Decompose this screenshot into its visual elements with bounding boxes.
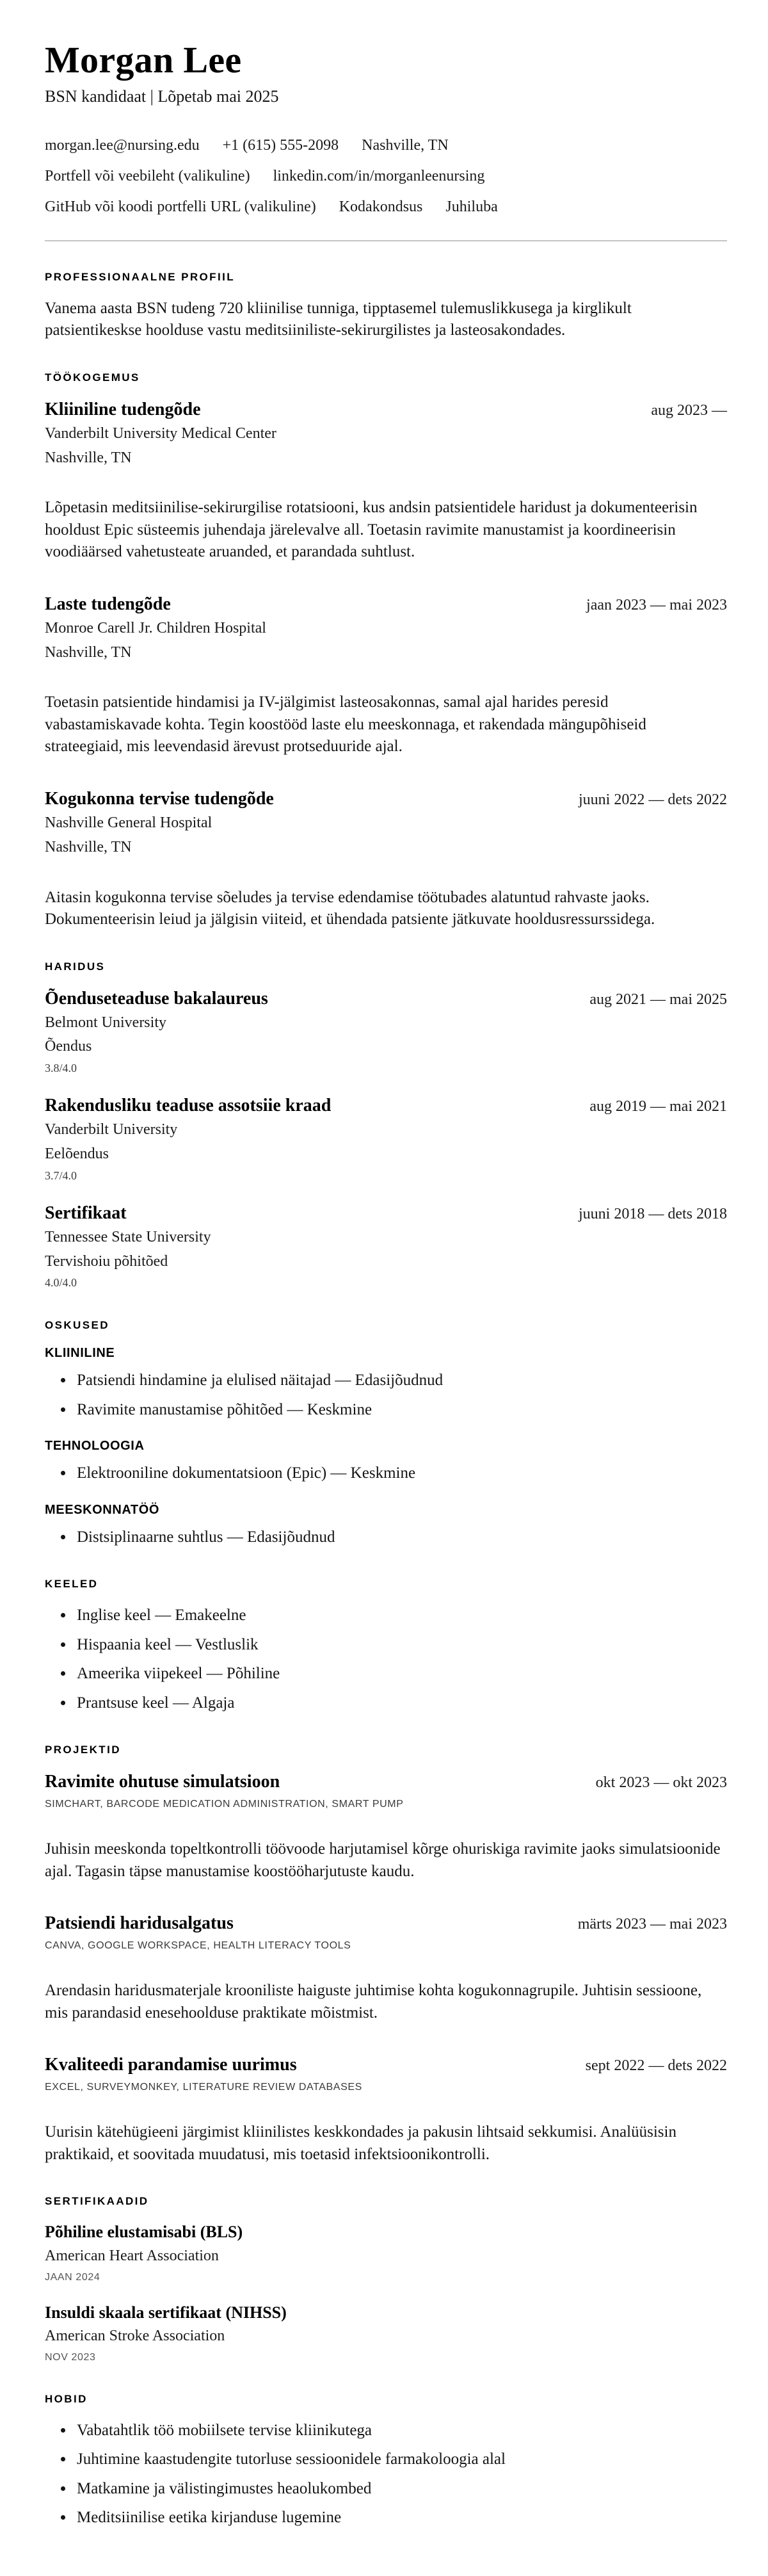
contact-portfolio: Portfell või veebileht (valikuline) (45, 167, 250, 184)
job-title: Laste tudengõde (45, 594, 171, 614)
hobby-item: • Meditsiinilise eetika kirjanduse lugemine (74, 2507, 727, 2529)
education-entry (45, 1094, 727, 1183)
certification-org: American Heart Association (45, 2247, 219, 2264)
hobby-list (45, 2420, 727, 2529)
field-of-study: Tervishoiu põhitõed (45, 1252, 168, 1270)
degree-title: Õenduseteaduse bakalaureus (45, 988, 268, 1009)
project-description: Juhisin meeskonda topeltkontrolli töövoode harjutamisel kõrge ohuriskiga ravimite jaoks simulatsioonide ajal. Tagasin täpse manustamise koostööharjutuste kaudu. (45, 1840, 721, 1880)
job-title: Kogukonna tervise tudengõde (45, 788, 274, 809)
skill-list (45, 1527, 727, 1549)
job-description: Lõpetasin meditsiinilise-sekirurgilise rotatsiooni, kus andsin patsientidele haridust ja dokumenteerisin hooldust Epic süsteemis juhendaja järelevalve all. Toetasin ravimite manustamist ja koordineerisin voodiäärsed vahetusteate aruanded, et parandada suhtlust. (45, 499, 698, 561)
project-title: Patsiendi haridusalgatus (45, 1913, 234, 1934)
experience-entry-head (45, 398, 727, 421)
contact-license: Juhiluba (445, 198, 498, 215)
certification-date: JAAN 2024 (45, 2271, 100, 2283)
school-name: Tennessee State University (45, 1228, 211, 1245)
project-dates: sept 2022 — dets 2022 (585, 2057, 727, 2075)
degree-dates: aug 2021 — mai 2025 (589, 991, 727, 1008)
project-entry-head (45, 1770, 727, 1793)
project-entry-head (45, 1912, 727, 1934)
section-heading-education: HARIDUS (45, 960, 106, 973)
project-entry (45, 2054, 727, 2166)
section-heading-certifications: SERTIFIKAADID (45, 2195, 149, 2208)
section-languages (45, 1578, 727, 1714)
language-item: • Hispaania keel — Vestluslik (74, 1634, 727, 1657)
skill-list (45, 1370, 727, 1421)
certification-title: Insuldi skaala sertifikaat (NIHSS) (45, 2303, 287, 2322)
certification-date: NOV 2023 (45, 2351, 96, 2363)
project-tools: CANVA, GOOGLE WORKSPACE, HEALTH LITERACY TOOLS (45, 1940, 351, 1952)
field-of-study: Õendus (45, 1038, 92, 1055)
contact-row-3 (45, 198, 727, 216)
hobby-item: • Juhtimine kaastudengite tutorluse sessioonidele farmakoloogia alal (74, 2449, 727, 2471)
project-tools: EXCEL, SURVEYMONKEY, LITERATURE REVIEW DATABASES (45, 2082, 362, 2093)
job-organization: Vanderbilt University Medical Center (45, 425, 276, 442)
skill-item: • Elektrooniline dokumentatsioon (Epic) — Keskmine (74, 1462, 727, 1485)
contact-citizenship: Kodakondsus (339, 198, 423, 215)
section-heading-languages: KEELED (45, 1578, 99, 1591)
project-dates: märts 2023 — mai 2023 (577, 1916, 727, 1933)
job-dates: juuni 2022 — dets 2022 (579, 791, 727, 808)
job-organization: Nashville General Hospital (45, 814, 212, 831)
skill-group-title: KLIINILINE (45, 1346, 115, 1361)
job-dates: aug 2023 — (651, 401, 727, 419)
contact-block (45, 137, 727, 216)
section-education (45, 960, 727, 1290)
section-projects (45, 1744, 727, 2166)
contact-phone: +1 (615) 555-2098 (222, 136, 339, 154)
degree-dates: juuni 2018 — dets 2018 (579, 1205, 727, 1222)
contact-row-2 (45, 168, 727, 185)
project-entry (45, 1912, 727, 2024)
section-experience (45, 371, 727, 931)
degree-title: Sertifikaat (45, 1203, 127, 1223)
degree-dates: aug 2019 — mai 2021 (589, 1098, 727, 1115)
job-description: Toetasin patsientide hindamisi ja IV-jälgimist lasteosakonnas, samal ajal harides peresid vabastamiskavade kohta. Tegin koostööd laste elu meeskonnaga, et rakendada mängupõhiseid strateegiaid, mis leevendasid ärevust protseduuride ajal. (45, 693, 646, 756)
contact-location: Nashville, TN (362, 136, 449, 154)
contact-linkedin: linkedin.com/in/morganleenursing (273, 167, 485, 184)
section-skills (45, 1319, 727, 1548)
hobby-item: • Vabatahtlik töö mobiilsete tervise kliinikutega (74, 2420, 727, 2442)
experience-entry (45, 788, 727, 931)
job-location: Nashville, TN (45, 449, 132, 466)
section-heading-profile: PROFESSIONAALNE PROFIIL (45, 270, 235, 283)
certification-entry (45, 2303, 727, 2363)
skill-group-title: TEHNOLOOGIA (45, 1439, 145, 1454)
degree-title: Rakendusliku teaduse assotsiie kraad (45, 1096, 332, 1116)
job-location: Nashville, TN (45, 644, 132, 661)
education-entry-head (45, 1094, 727, 1117)
experience-entry-head (45, 788, 727, 810)
job-dates: jaan 2023 — mai 2023 (586, 596, 727, 613)
project-description: Uurisin kätehügieeni järgimist kliinilistes keskkondades ja pakusin lihtsaid sekkumisi. Analüüsisin praktikaid, et soovitada muudatusi, mis toetasid infektsioonikontrolli. (45, 2123, 676, 2163)
certification-title: Põhiline elustamisabi (BLS) (45, 2223, 243, 2242)
education-entry-head (45, 987, 727, 1010)
contact-github: GitHub või koodi portfelli URL (valikuline) (45, 198, 316, 215)
resume-header (45, 40, 727, 216)
section-hobbies (45, 2393, 727, 2529)
certification-org: American Stroke Association (45, 2328, 225, 2345)
skill-item: • Ravimite manustamise põhitõed — Keskmine (74, 1399, 727, 1422)
education-entry-head (45, 1202, 727, 1224)
job-description: Aitasin kogukonna tervise sõeludes ja tervise edendamise töötubades alatuntud rahvaste jaoks. Dokumenteerisin leiud ja jälgisin viiteid, et ühendada patsiente jätkuvate hooldusressurssidega. (45, 888, 655, 928)
contact-email: morgan.lee@nursing.edu (45, 136, 200, 154)
project-entry-head (45, 2054, 727, 2076)
section-heading-skills: OSKUSED (45, 1319, 109, 1332)
experience-entry (45, 398, 727, 563)
candidate-name: Morgan Lee (45, 39, 242, 81)
language-list (45, 1605, 727, 1714)
project-dates: okt 2023 — okt 2023 (595, 1774, 727, 1792)
school-name: Vanderbilt University (45, 1121, 178, 1138)
profile-text: Vanema aasta BSN tudeng 720 kliinilise tunniga, tipptasemel tulemuslikkusega ja kirglikult patsientikeskse hoolduse vastu meditsiiniliste-sekirurgilistes ja lasteosakondades. (45, 299, 632, 339)
section-profile (45, 271, 727, 342)
project-tools: SIMCHART, BARCODE MEDICATION ADMINISTRATION, SMART PUMP (45, 1799, 404, 1810)
job-organization: Monroe Carell Jr. Children Hospital (45, 619, 266, 636)
project-description: Arendasin haridusmaterjale krooniliste haiguste juhtimise kohta kogukonnagrupile. Juhtisin sessioone, mis parandasid enesehoolduse praktikate mõistmist. (45, 1982, 702, 2021)
language-item: • Inglise keel — Emakeelne (74, 1605, 727, 1627)
gpa-value: 3.8/4.0 (45, 1062, 77, 1075)
job-title: Kliiniline tudengõde (45, 399, 201, 419)
hobby-item: • Matkamine ja välistingimustes heaolukombed (74, 2478, 727, 2500)
skill-item: • Distsiplinaarne suhtlus — Edasijõudnud (74, 1527, 727, 1549)
job-location: Nashville, TN (45, 838, 132, 855)
header-divider (45, 240, 727, 241)
school-name: Belmont University (45, 1014, 166, 1031)
skill-group-technology (45, 1439, 727, 1485)
experience-entry-head (45, 593, 727, 615)
project-title: Kvaliteedi parandamise uurimus (45, 2055, 297, 2075)
language-item: • Ameerika viipekeel — Põhiline (74, 1663, 727, 1685)
section-heading-hobbies: HOBID (45, 2392, 88, 2405)
project-title: Ravimite ohutuse simulatsioon (45, 1772, 280, 1792)
section-heading-projects: PROJEKTID (45, 1744, 121, 1756)
project-entry (45, 1770, 727, 1883)
skill-group-title: MEESKONNATÖÖ (45, 1502, 160, 1517)
education-entry (45, 987, 727, 1076)
certification-entry (45, 2222, 727, 2283)
section-heading-experience: TÖÖKOGEMUS (45, 371, 140, 384)
skill-list (45, 1462, 727, 1485)
section-certifications (45, 2195, 727, 2363)
field-of-study: Eelõendus (45, 1145, 109, 1162)
skill-item: • Patsiendi hindamine ja elulised näitajad — Edasijõudnud (74, 1370, 727, 1392)
gpa-value: 4.0/4.0 (45, 1276, 77, 1290)
skill-group-teamwork (45, 1503, 727, 1549)
contact-row-1 (45, 137, 727, 154)
experience-entry (45, 593, 727, 758)
gpa-value: 3.7/4.0 (45, 1169, 77, 1182)
education-entry (45, 1202, 727, 1290)
language-item: • Prantsuse keel — Algaja (74, 1692, 727, 1715)
skill-group-clinical (45, 1346, 727, 1421)
candidate-subtitle: BSN kandidaat | Lõpetab mai 2025 (45, 86, 279, 106)
